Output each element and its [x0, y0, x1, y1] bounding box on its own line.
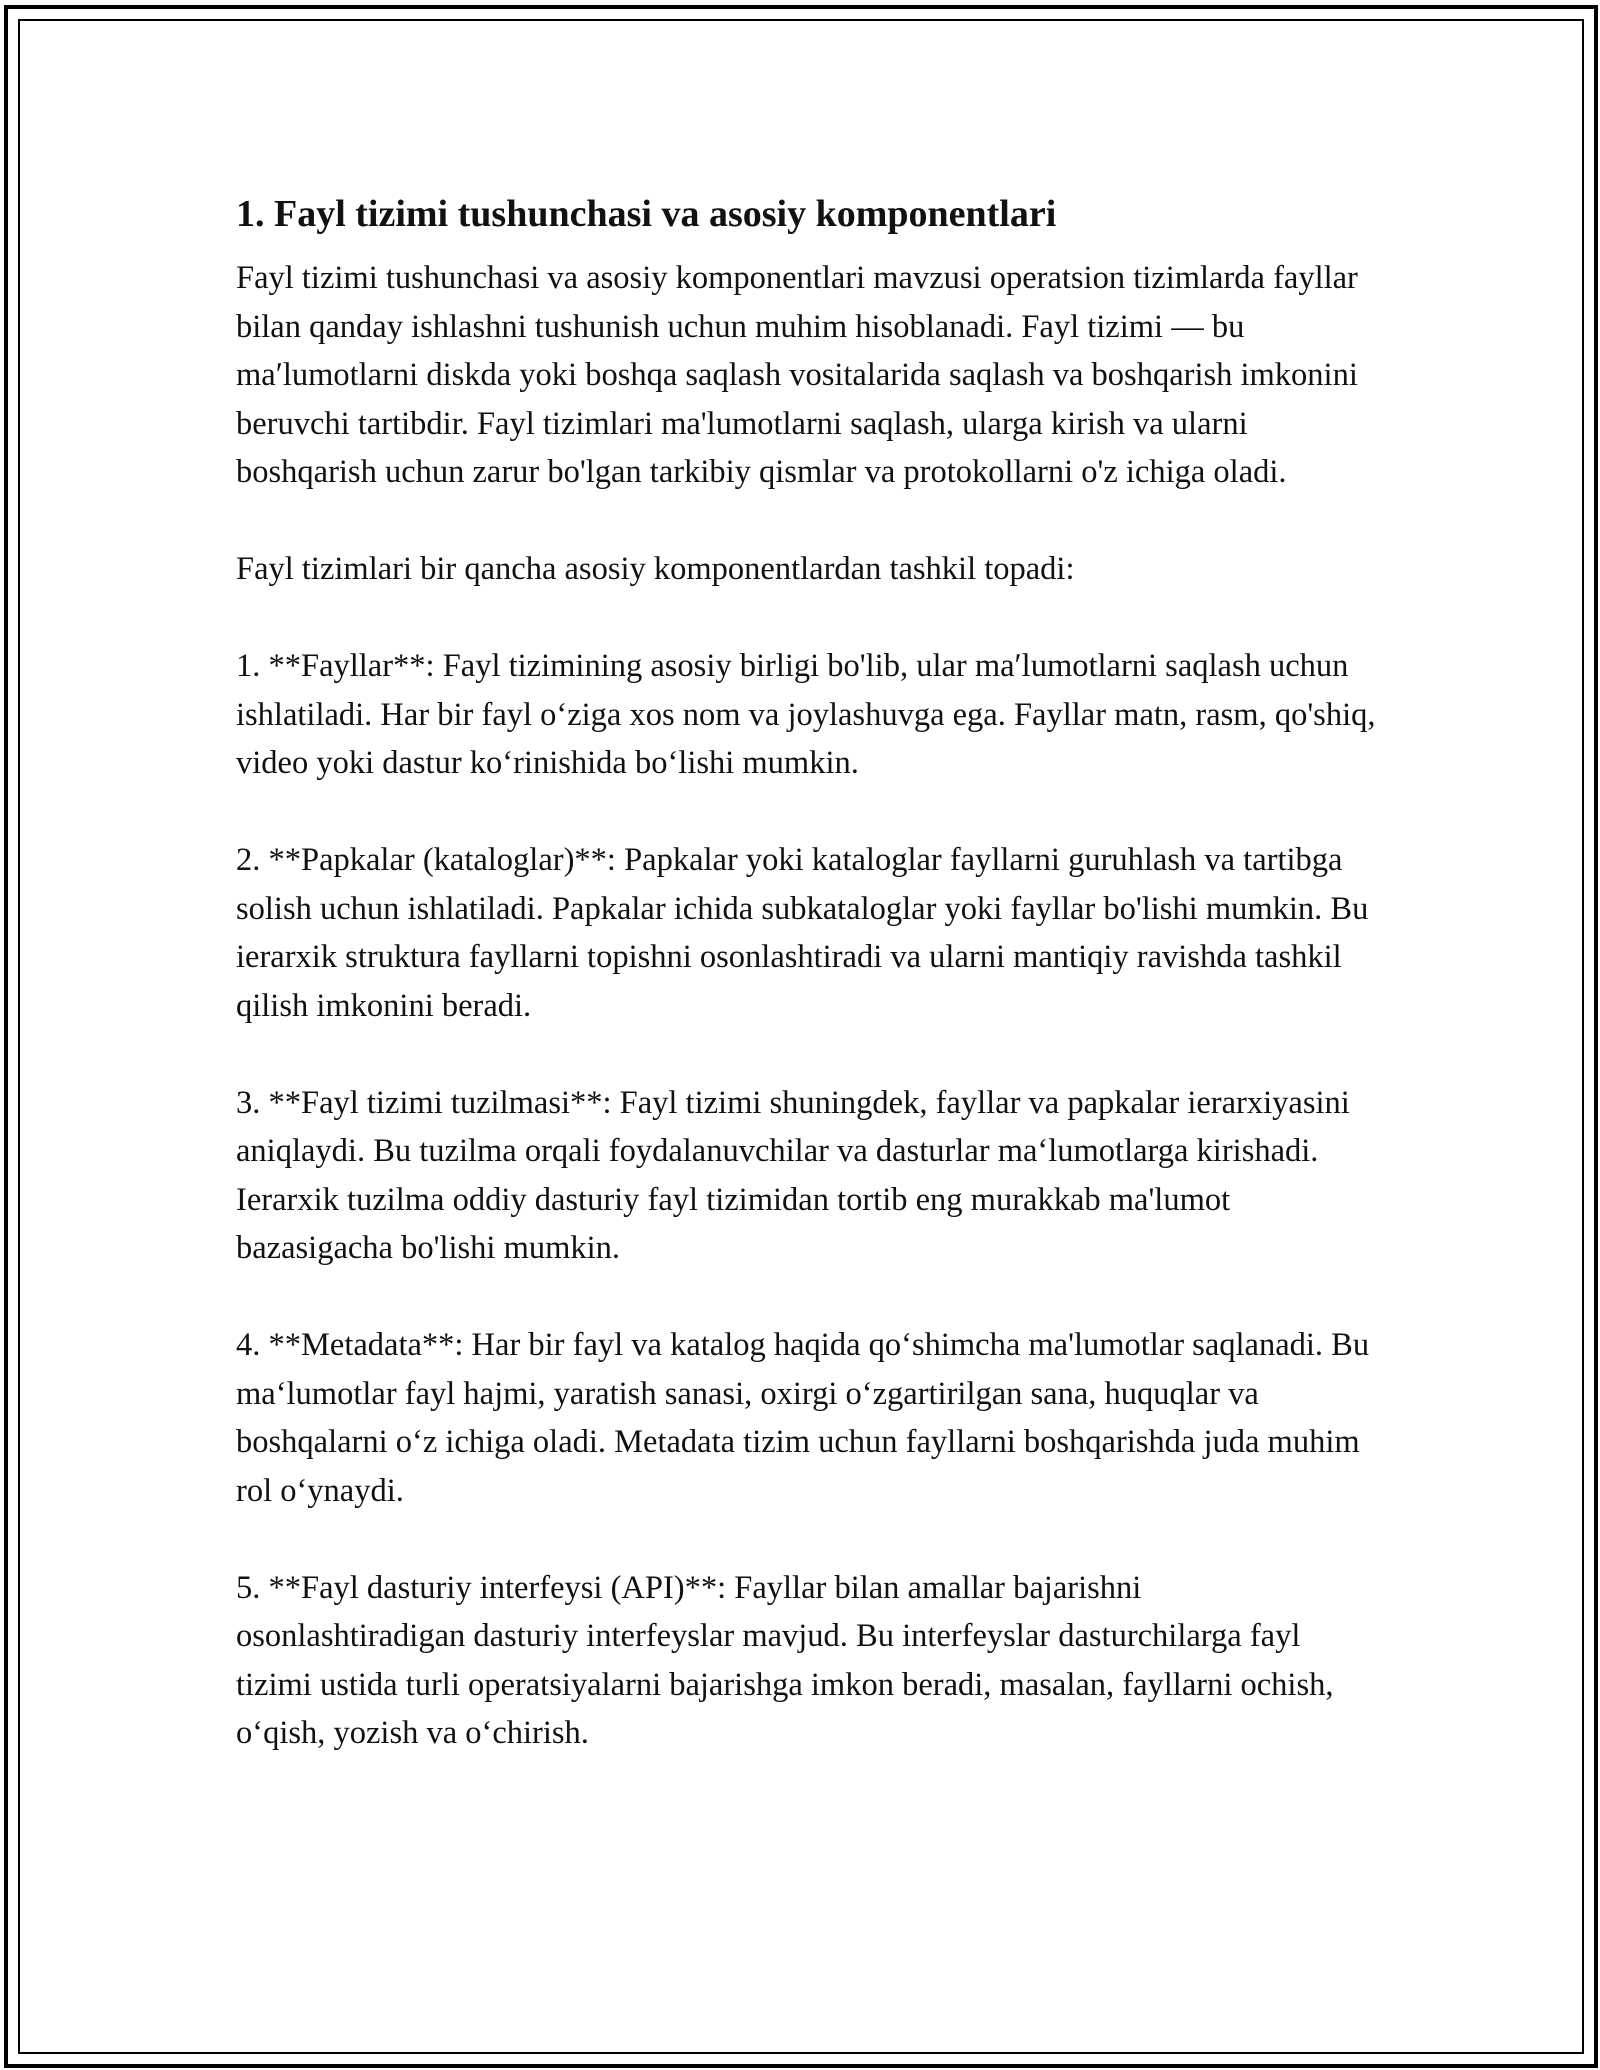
document-body	[236, 190, 1376, 1758]
list-item-api: 5. **Fayl dasturiy interfeysi (API)**: Fayllar bilan amallar bajarishni osonlashtiradigan dasturiy interfeyslar mavjud. Bu interfeyslar dasturchilarga fayl tizimi ustida turli operatsiyalarni bajarishga imkon beradi, masalan, fayllarni ochish, oʻqish, yozish va oʻchirish.	[236, 1569, 1334, 1751]
list-item-files: 1. **Fayllar**: Fayl tizimining asosiy birligi bo'lib, ular maʹlumotlarni saqlash uchun ishlatiladi. Har bir fayl oʻziga xos nom va joylashuvga ega. Fayllar matn, rasm, qo'shiq, video yoki dastur koʻrinishida boʻlishi mumkin.	[236, 648, 1376, 781]
list-item-structure: 3. **Fayl tizimi tuzilmasi**: Fayl tizimi shuningdek, fayllar va papkalar ierarxiyasini aniqlaydi. Bu tuzilma orqali foydalanuvchilar va dasturlar maʻlumotlarga kirishadi. Ierarxik tuzilma oddiy dasturiy fayl tizimidan tortib eng murakkab ma'lumot bazasigacha bo'lishi mumkin.	[236, 1084, 1350, 1266]
list-item-metadata: 4. **Metadata**: Har bir fayl va katalog haqida qoʻshimcha ma'lumotlar saqlanadi. Bu maʻlumotlar fayl hajmi, yaratish sanasi, oxirgi oʻzgartirilgan sana, huquqlar va boshqalarni oʻz ichiga oladi. Metadata tizim uchun fayllarni boshqarishda juda muhim rol oʻynaydi.	[236, 1327, 1370, 1509]
components-lead-paragraph: Fayl tizimlari bir qancha asosiy komponentlardan tashkil topadi:	[236, 551, 1075, 587]
list-item-folders: 2. **Papkalar (kataloglar)**: Papkalar yoki kataloglar fayllarni guruhlash va tartibga solish uchun ishlatiladi. Papkalar ichida subkataloglar yoki fayllar bo'lishi mumkin. Bu ierarxik struktura fayllarni topishni osonlashtiradi va ularni mantiqiy ravishda tashkil qilish imkonini beradi.	[236, 842, 1369, 1024]
intro-paragraph: Fayl tizimi tushunchasi va asosiy komponentlari mavzusi operatsion tizimlarda fayllar bilan qanday ishlashni tushunish uchun muhim hisoblanadi. Fayl tizimi — bu maʹlumotlarni diskda yoki boshqa saqlash vositalarida saqlash va boshqarish imkonini beruvchi tartibdir. Fayl tizimlari ma'lumotlarni saqlash, ularga kirish va ularni boshqarish uchun zarur bo'lgan tarkibiy qismlar va protokollarni o'z ichiga oladi.	[236, 260, 1358, 490]
section-heading: 1. Fayl tizimi tushunchasi va asosiy komponentlari	[236, 193, 1057, 235]
